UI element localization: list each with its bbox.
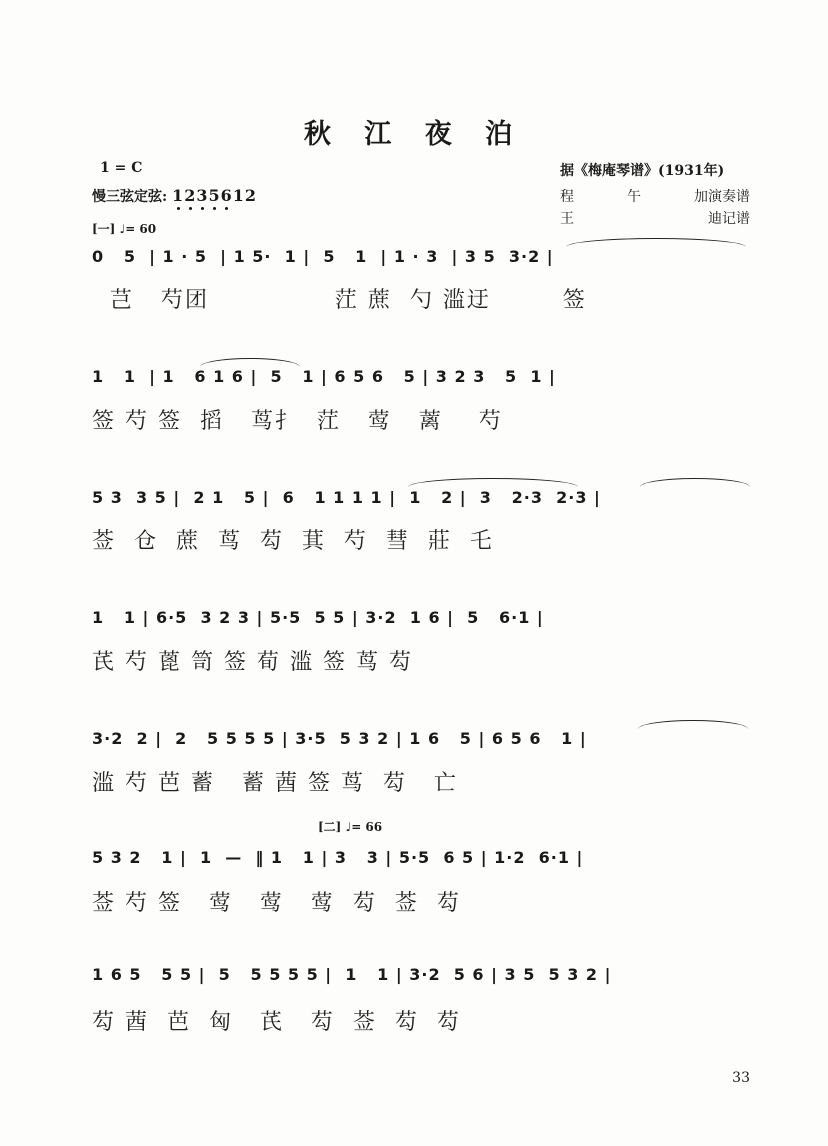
slur [566, 238, 746, 247]
notation-row: 1 6 5 5 5 | 5 5 5 5 5 | 1 1 | 3·2 5 6 | 3 5 5 3 2 | [92, 965, 612, 984]
notation-row: 5 3 2 1 | 1 — ‖ 1 1 | 3 3 | 5·5 6 5 | 1·2 6·1 | [92, 848, 584, 867]
transcriber-role: 迪记谱 [708, 211, 750, 227]
tablature-row: 芪 芍 蓖 笥 签 荀 滥 签 茑 芶 [92, 650, 413, 675]
notation-row: 5 3 3 5 | 2 1 5 | 6 1 1 1 1 | 1 2 | 3 2·3 2·3 | [92, 488, 601, 507]
transcriber-name: 王 [560, 211, 574, 227]
piece-title: 秋 江 夜 泊 [303, 119, 525, 150]
tablature-row: 签 芍 签 搯 茑扌 茳 莺 蓠 芍 [92, 409, 503, 434]
slur [638, 720, 748, 729]
tablature-row: 滥 芍 芭 蓄 蓄 莤 签 茑 芶 亡 [92, 771, 458, 796]
tuning-digit: 1 [172, 186, 185, 205]
tablature-row: 莶 芍 签 莺 莺 莺 芶 莶 芶 [92, 891, 461, 916]
tablature-row: 芶 莤 芭 匈 芪 芶 莶 芶 芶 [92, 1010, 461, 1035]
tablature-row: 莶 仓 蔗 茑 芶 萁 芍 彗 莊 乇 [92, 529, 494, 554]
tuning-digits [172, 186, 257, 205]
tablature-row: 芑 芍团 茳 蔗 勺 滥迂 签 [92, 288, 587, 313]
tuning-line [92, 186, 257, 206]
slur [200, 358, 300, 367]
tuning-label: 慢三弦定弦: [92, 189, 168, 205]
key-signature: 1 = C [100, 160, 143, 176]
performer-name: 程 [560, 189, 574, 205]
notation-row: 1 1 | 6·5 3 2 3 | 5·5 5 5 | 3·2 1 6 | 5 6·1 | [92, 608, 544, 627]
performer-name-2: 午 [627, 189, 641, 205]
notation-row: 1 1 | 1 6 1 6 | 5 1 | 6 5 6 5 | 3 2 3 5 1 | [92, 367, 556, 386]
page-number: 33 [732, 1070, 750, 1086]
performer-role: 加演奏谱 [694, 189, 750, 205]
notation-row: 3·2 2 | 2 5 5 5 5 | 3·5 5 3 2 | 1 6 5 | 6 5 6 1 | [92, 729, 587, 748]
performer-credit [560, 186, 750, 206]
tuning-digit: 6 [220, 186, 233, 205]
tuning-digit: 2 [184, 186, 197, 205]
tempo-marking-2: [二] ♩= 66 [318, 820, 383, 834]
slur [640, 478, 750, 487]
tuning-digit: 2 [244, 186, 258, 205]
tuning-digit: 3 [196, 186, 209, 205]
tuning-digit: 1 [232, 186, 245, 205]
notation-row: 0 5 | 1 · 5 | 1 5· 1 | 5 1 | 1 · 3 | 3 5 3·2 | [92, 247, 554, 266]
slur [408, 478, 578, 487]
source-credit: 据《梅庵琴谱》(1931年) [560, 163, 725, 179]
tempo-marking-1: [一] ♩= 60 [92, 222, 157, 236]
transcriber-credit [560, 208, 750, 228]
tuning-digit: 5 [208, 186, 221, 205]
